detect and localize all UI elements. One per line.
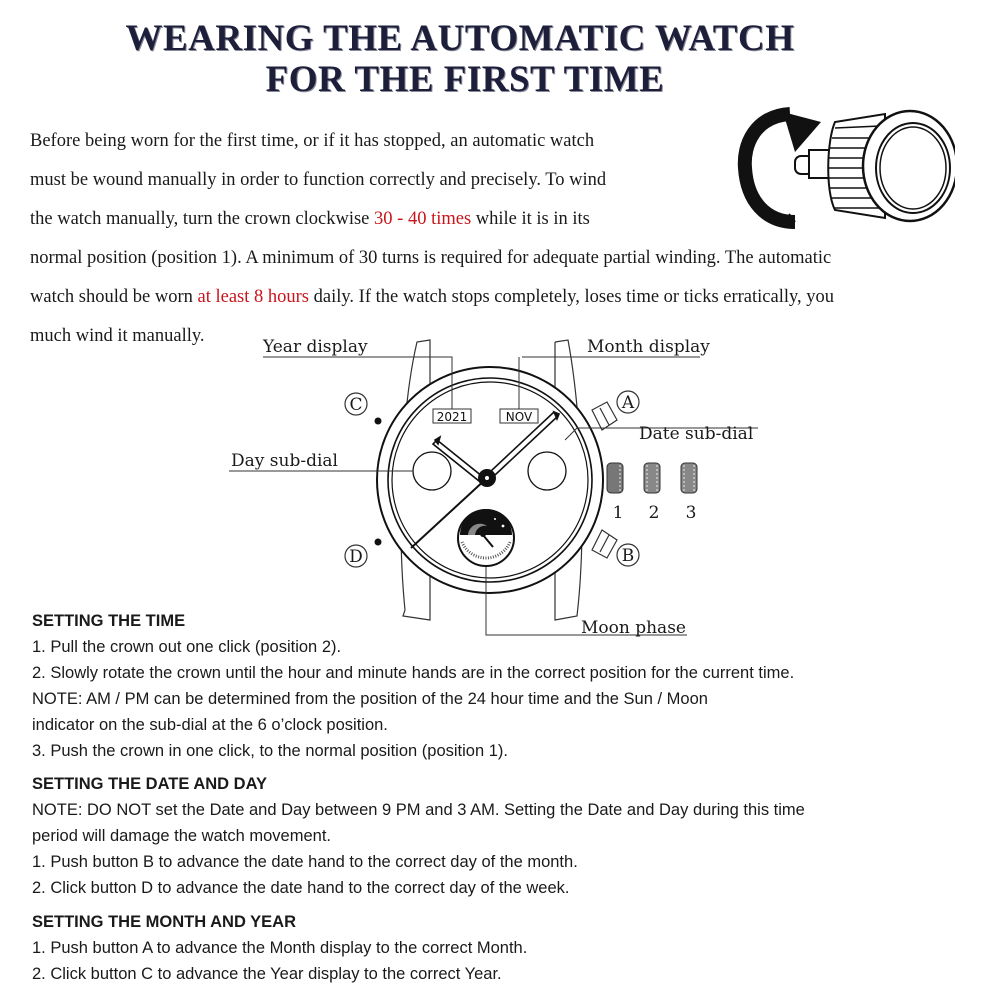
intro-line: Before being worn for the first time, or if it has stopped, an automatic watch xyxy=(30,131,595,151)
crown-winding-clockwise-icon xyxy=(735,100,955,230)
month-display-label: Month display xyxy=(587,337,710,357)
year-display-label: Year display xyxy=(263,337,368,357)
page-title-line-2: FOR THE FIRST TIME xyxy=(265,59,665,100)
instruction-line: 3. Push the crown in one click, to the normal position (position 1). xyxy=(32,742,508,760)
instruction-line: NOTE: AM / PM can be determined from the position of the 24 hour time and the Sun / Moon xyxy=(32,690,708,708)
button-a-label: A xyxy=(621,393,635,413)
section-heading: SETTING THE TIME xyxy=(32,612,186,630)
instruction-line: 1. Push button A to advance the Month display to the correct Month. xyxy=(32,939,528,957)
year-window: 2021 xyxy=(436,410,468,424)
day-subdial-label: Day sub-dial xyxy=(231,451,338,471)
instruction-line: indicator on the sub-dial at the 6 o’clock position. xyxy=(32,716,388,734)
intro-text: watch should be worn xyxy=(30,287,198,307)
instruction-line: 1. Pull the crown out one click (position 2). xyxy=(32,638,342,656)
instruction-line: period will damage the watch movement. xyxy=(32,827,331,845)
crown-position-2-label: 2 xyxy=(648,503,660,523)
highlight-turns: 30 - 40 times xyxy=(374,209,472,229)
intro-line: must be wound manually in order to function correctly and precisely. To wind xyxy=(30,170,607,190)
section-heading: SETTING THE MONTH AND YEAR xyxy=(32,913,297,931)
crown-position-1-label: 1 xyxy=(612,503,624,523)
date-subdial-label: Date sub-dial xyxy=(639,424,754,444)
intro-line: normal position (position 1). A minimum of 30 turns is required for adequate partial winding. The automatic xyxy=(30,248,832,268)
instruction-line: 1. Push button B to advance the date hand to the correct day of the month. xyxy=(32,853,578,871)
button-d-label: D xyxy=(349,547,363,567)
intro-text: while it is in its xyxy=(471,209,590,229)
setting-date-section xyxy=(32,771,982,901)
page-title-line-1: WEARING THE AUTOMATIC WATCH xyxy=(125,18,795,59)
button-b-label: B xyxy=(621,546,635,566)
highlight-hours: at least 8 hours xyxy=(197,287,309,307)
button-c-label: C xyxy=(349,395,363,415)
watch-diagram xyxy=(225,330,765,640)
intro-line xyxy=(30,278,960,317)
month-window: NOV xyxy=(505,410,533,424)
instruction-line: 2. Slowly rotate the crown until the hour and minute hands are in the correct position for the current time. xyxy=(32,664,795,682)
instruction-line: 2. Click button D to advance the date hand to the correct day of the week. xyxy=(32,879,570,897)
intro-text: the watch manually, turn the crown clockwise xyxy=(30,209,375,229)
intro-line: much wind it manually. xyxy=(30,326,205,346)
section-heading: SETTING THE DATE AND DAY xyxy=(32,775,267,793)
crown-position-3-label: 3 xyxy=(685,503,697,523)
setting-time-section xyxy=(32,608,982,764)
instruction-line: NOTE: DO NOT set the Date and Day between 9 PM and 3 AM. Setting the Date and Day during this time xyxy=(32,801,805,819)
instruction-line: 2. Click button C to advance the Year display to the correct Year. xyxy=(32,965,502,983)
moon-phase-label: Moon phase xyxy=(581,618,686,638)
setting-month-section xyxy=(32,909,982,987)
crown-positions xyxy=(607,463,697,493)
intro-text: daily. If the watch stops completely, loses time or ticks erratically, you xyxy=(309,287,835,307)
